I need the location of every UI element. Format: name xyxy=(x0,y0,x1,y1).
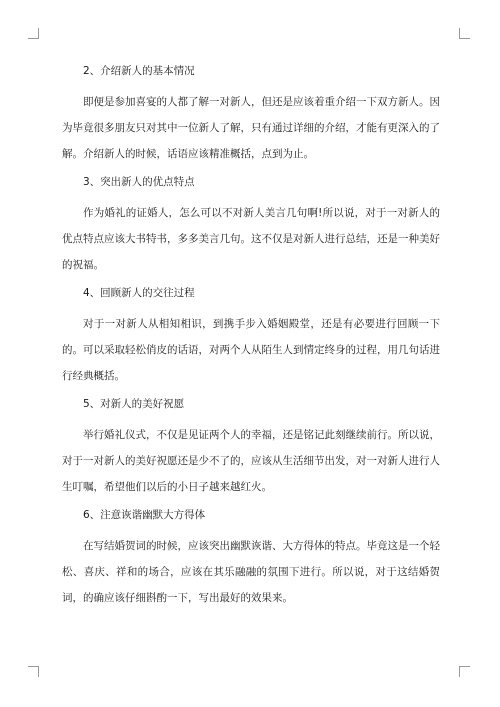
section-intro-couple xyxy=(62,64,440,167)
document-body xyxy=(62,64,440,619)
crop-mark-bottom-left xyxy=(28,666,39,677)
section-paragraph: 作为婚礼的证婚人，怎么可以不对新人美言几句啊!所以说，对于一对新人的优点特点应该大书特书，多多美言几句。这不仅是对新人进行总结，还是一种美好的祝福。 xyxy=(62,207,440,271)
crop-mark-top-right xyxy=(459,28,470,39)
section-paragraph: 举行婚礼仪式，不仅是见证两个人的幸福，还是铭记此刻继续前行。所以说，对于一对新人的美好祝愿还是少不了的，应该从生活细节出发，对一对新人进行人生叮嘱，希望他们以后的小日子越来越红火。 xyxy=(62,429,440,493)
section-heading: 3、突出新人的优点特点 xyxy=(83,176,195,188)
section-highlight-strengths xyxy=(62,175,440,278)
crop-mark-top-left xyxy=(28,28,39,39)
section-paragraph: 在写结婚贺词的时候，应该突出幽默诙谐、大方得体的特点。毕竟这是一个轻松、喜庆、祥和的场合，应该在其乐融融的氛围下进行。所以说，对于这结婚贺词，的确应该仔细斟酌一下，写出最好的效果来。 xyxy=(62,540,440,604)
section-heading: 5、对新人的美好祝愿 xyxy=(83,398,185,410)
section-heading: 2、介绍新人的基本情况 xyxy=(83,65,195,77)
section-heading: 6、注意诙谐幽默大方得体 xyxy=(83,509,206,521)
section-heading: 4、回顾新人的交往过程 xyxy=(83,287,195,299)
section-review-relationship xyxy=(62,286,440,389)
section-best-wishes xyxy=(62,397,440,500)
crop-mark-bottom-right xyxy=(459,666,470,677)
section-paragraph: 对于一对新人从相知相识，到携手步入婚姻殿堂，还是有必要进行回顾一下的。可以采取轻松俏皮的话语，对两个人从陌生人到情定终身的过程，用几句话进行经典概括。 xyxy=(62,318,440,382)
section-paragraph: 即便是参加喜宴的人都了解一对新人，但还是应该着重介绍一下双方新人。因为毕竟很多朋友只对其中一位新人了解，只有通过详细的介绍，才能有更深入的了解。介绍新人的时候，话语应该精准概括，点到为止。 xyxy=(62,96,440,160)
section-humor-decorum xyxy=(62,508,440,611)
